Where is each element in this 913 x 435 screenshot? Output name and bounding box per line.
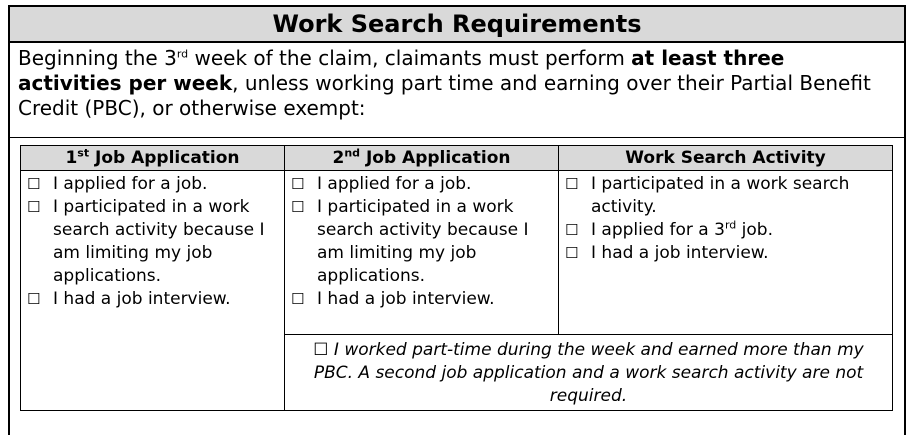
checkbox-icon[interactable]: ☐ bbox=[565, 175, 579, 193]
checkbox-icon[interactable]: ☐ bbox=[291, 290, 305, 308]
intro-text-1: Beginning the 3 bbox=[18, 46, 177, 70]
page-title: Work Search Requirements bbox=[8, 5, 906, 43]
section-divider bbox=[8, 137, 906, 138]
requirements-table bbox=[20, 145, 893, 411]
checkbox-item[interactable]: ☐ I applied for a 3rd job. bbox=[565, 218, 773, 240]
checkbox-icon[interactable]: ☐ bbox=[291, 175, 305, 193]
column-header-second-job: 2nd Job Application bbox=[285, 146, 559, 171]
checkbox-item[interactable]: ☐ I applied for a job. bbox=[27, 174, 208, 194]
column-header-work-search: Work Search Activity bbox=[559, 146, 893, 171]
checkbox-icon[interactable]: ☐ bbox=[27, 290, 41, 308]
checkbox-item[interactable]: ☐ I had a job interview. bbox=[565, 243, 769, 263]
work-search-cell bbox=[559, 171, 893, 335]
checkbox-icon[interactable]: ☐ bbox=[565, 244, 579, 262]
checkbox-item[interactable]: ☐ I participated in a work search activity because I am limiting my job applications. bbox=[27, 197, 265, 286]
checkbox-icon[interactable]: ☐ bbox=[565, 221, 579, 239]
checkbox-item[interactable]: ☐ I participated in a work search activity because I am limiting my job applications. bbox=[291, 197, 529, 286]
intro-text-2: week of the claim, claimants must perform bbox=[188, 46, 632, 70]
intro-text-3: , unless working part time and earning over their Partial Benefit Credit (PBC), or otherwise exempt: bbox=[18, 71, 871, 120]
checkbox-icon[interactable]: ☐ bbox=[291, 198, 305, 216]
checkbox-icon[interactable]: ☐ bbox=[313, 340, 329, 360]
checkbox-item[interactable]: ☐ I had a job interview. bbox=[27, 289, 231, 309]
exemption-note[interactable]: ☐ I worked part-time during the week and earned more than my PBC. A second job application and a work search activity are not required. bbox=[313, 340, 864, 406]
intro-sup: rd bbox=[176, 47, 189, 61]
second-job-cell bbox=[285, 171, 559, 335]
intro-bold: at least three activities per week bbox=[18, 46, 785, 95]
checkbox-item[interactable]: ☐ I had a job interview. bbox=[291, 289, 495, 309]
first-job-cell bbox=[21, 171, 285, 411]
column-header-first-job: 1st Job Application bbox=[21, 146, 285, 171]
checkbox-item[interactable]: ☐ I applied for a job. bbox=[291, 174, 472, 194]
checkbox-icon[interactable]: ☐ bbox=[27, 198, 41, 216]
checkbox-item[interactable]: ☐ I participated in a work search activity. bbox=[565, 174, 850, 217]
intro-paragraph bbox=[18, 46, 888, 121]
exemption-cell bbox=[285, 335, 893, 411]
checkbox-icon[interactable]: ☐ bbox=[27, 175, 41, 193]
